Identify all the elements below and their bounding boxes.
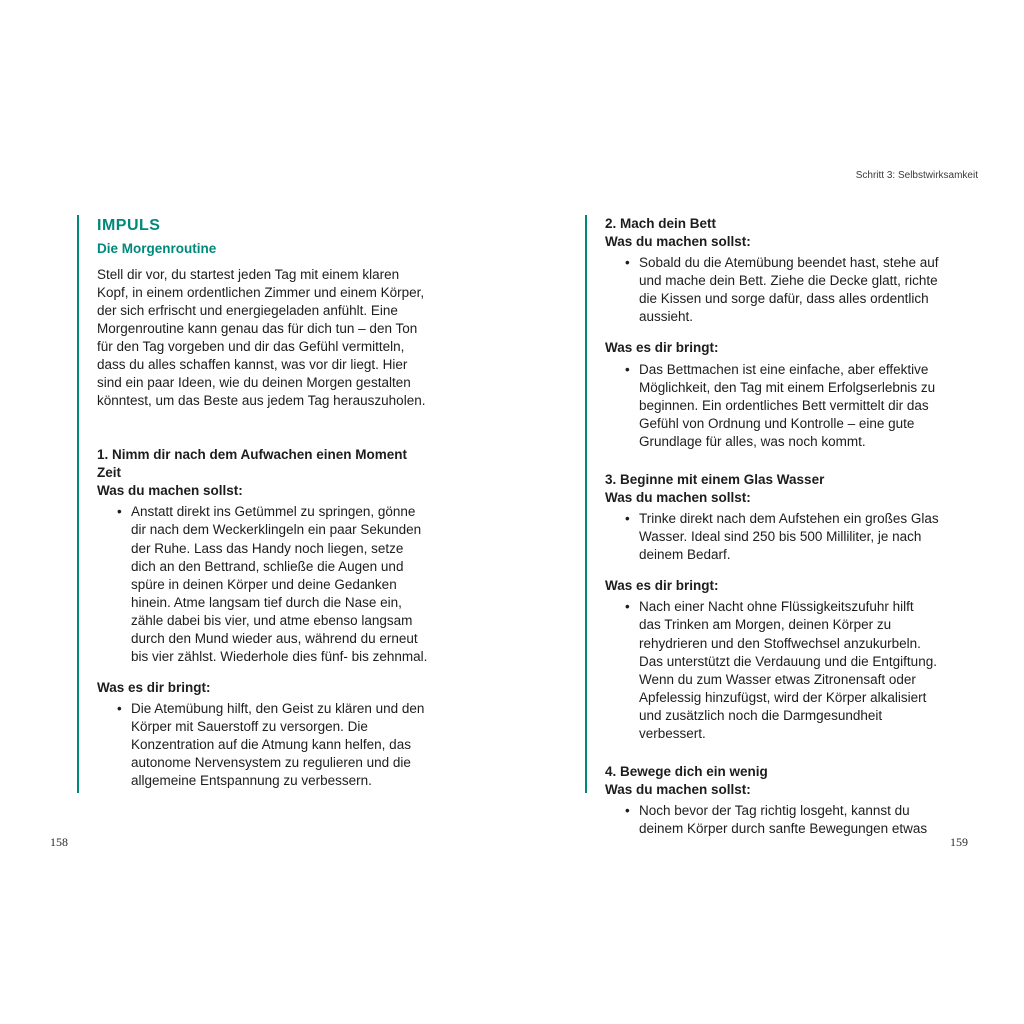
bullet-icon: • [625, 803, 630, 819]
chapter-title: Die Morgenroutine [97, 241, 217, 257]
list-item [97, 503, 429, 666]
section-1 [97, 446, 429, 790]
section-2-title: 2. Mach dein Bett [605, 216, 717, 231]
bullet-icon: • [117, 701, 122, 717]
section-1-title: 1. Nimm dir nach dem Aufwachen einen Moment Zeit [97, 447, 408, 481]
page-number-left: 158 [50, 835, 68, 849]
section-3-do-text: Trinke direkt nach dem Aufstehen ein großes Glas Wasser. Ideal sind 250 bis 500 Milliliter, je nach deinem Bedarf. [639, 511, 939, 563]
section-1-benefit-text: Die Atemübung hilft, den Geist zu klären und den Körper mit Sauerstoff zu versorgen. Die Konzentration auf die Atmung kann helfen, das autonome Nervensystem zu regulieren und die allgemeine Entspannung zu verbessern. [131, 701, 425, 789]
section-3-benefit-text: Nach einer Nacht ohne Flüssigkeitszufuhr hilft das Trinken am Morgen, deinen Körper zu rehydrieren und den Stoffwechsel anzukurbeln. Das unterstützt die Verdauung und die Entgiftung. Wenn du zum Wasser etwas Zitronensaft oder Apfelessig hinzufügst, wird der Körper alkalisiert und zusätzlich noch die Darmgesundheit verbessert. [639, 599, 937, 741]
section-1-do-text: Anstatt direkt ins Getümmel zu springen, gönne dir nach dem Weckerklingeln ein paar Sekunden der Ruhe. Lass das Handy noch liegen, setze dich an den Bettrand, schließe die Augen und spüre in deinen Körper und deine Gedanken hinein. Atme langsam tief durch die Nase ein, zähle dabei bis vier, und atme ebenso langsam durch den Mund wieder aus, während du erneut bis vier zählst. Wiederhole dies fünf- bis zehnmal. [131, 504, 428, 664]
list-item [605, 802, 939, 838]
section-2 [605, 215, 939, 451]
list-item [605, 510, 939, 564]
running-header: Schritt 3: Selbstwirksamkeit [855, 170, 978, 181]
bullet-icon: • [625, 599, 630, 615]
section-2-do-text: Sobald du die Atemübung beendet hast, stehe auf und mache dein Bett. Ziehe die Decke glatt, richte die Kissen und sorge dafür, dass alles ordentlich aussieht. [639, 255, 939, 325]
right-page-column [585, 215, 939, 837]
page-number-right: 159 [950, 835, 968, 849]
bullet-icon: • [117, 504, 122, 520]
section-3-benefit-label: Was es dir bringt: [605, 578, 719, 594]
section-2-benefit-label: Was es dir bringt: [605, 340, 719, 356]
intro-paragraph: Stell dir vor, du startest jeden Tag mit einem klaren Kopf, in einem ordentlichen Zimmer und einem Körper, der sich erfrischt und energiegeladen anfühlt. Eine Morgenroutine kann genau das für dich tun – den Ton für den Tag vorgeben und dir das Gefühl vermitteln, dass du alles schaffen kannst, was vor dir liegt. Hier sind ein paar Ideen, wie du deinen Morgen gestalten könntest, um das Beste aus jedem Tag herauszuholen. [97, 266, 426, 409]
section-3 [605, 471, 939, 743]
section-2-do-label: Was du machen sollst: [605, 234, 751, 250]
section-4-title: 4. Bewege dich ein wenig [605, 764, 768, 780]
list-item [605, 598, 939, 743]
section-3-do-label: Was du machen sollst: [605, 490, 751, 506]
left-page-column [77, 215, 429, 793]
list-item [97, 700, 429, 790]
section-4-do-label: Was du machen sollst: [605, 782, 751, 798]
list-item [605, 254, 939, 326]
section-2-benefit-text: Das Bettmachen ist eine einfache, aber effektive Möglichkeit, den Tag mit einem Erfolgserlebnis zu beginnen. Ein ordentliches Bett vermittelt dir das Gefühl von Ordnung und Kontrolle – eine gute Grundlage für alles, was noch kommt. [639, 361, 936, 449]
section-1-benefit-label: Was es dir bringt: [97, 680, 211, 696]
section-3-title: 3. Beginne mit einem Glas Wasser [605, 471, 825, 487]
impuls-kicker: IMPULS [97, 217, 161, 234]
list-item [605, 361, 939, 451]
section-1-do-label: Was du machen sollst: [97, 483, 243, 499]
section-4-do-text: Noch bevor der Tag richtig losgeht, kannst du deinem Körper durch sanfte Bewegungen etwas [639, 803, 928, 837]
bullet-icon: • [625, 511, 630, 527]
bullet-icon: • [625, 361, 630, 377]
bullet-icon: • [625, 255, 630, 271]
section-4 [605, 763, 939, 838]
